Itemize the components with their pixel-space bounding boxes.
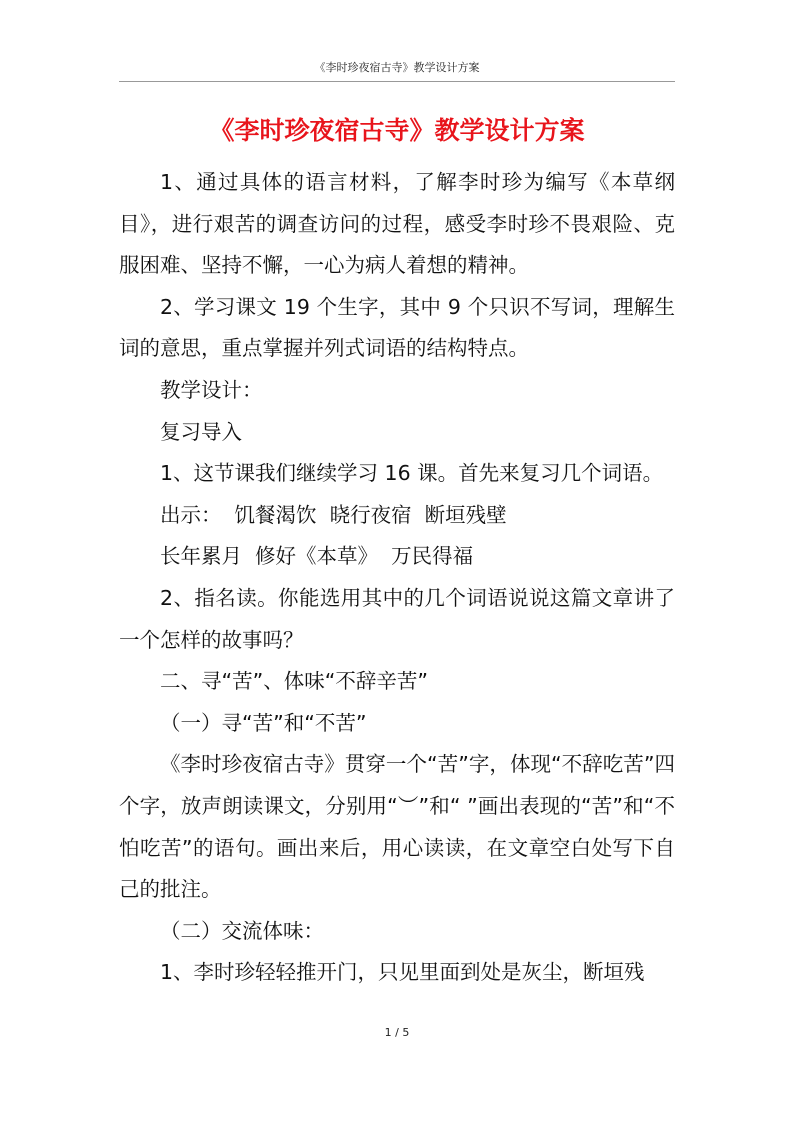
subsection-heading-2: （二）交流体味：	[160, 918, 324, 943]
document-title: 《李时珍夜宿古寺》教学设计方案	[209, 116, 585, 145]
discussion-paragraph-1: 1、李时珍轻轻推开门，只见里面到处是灰尘，断垣残	[160, 960, 645, 985]
section-heading-teaching-design: 教学设计：	[160, 377, 263, 402]
reading-task-paragraph: 《李时珍夜宿古寺》贯穿一个“苦”字，体现“不辞吃苦”四个字，放声朗读课文，分别用“︶”和“ ”画出表现的“苦”和“不怕吃苦”的语句。画出来后，用心读读，在文章空白处写下自己的批注。	[119, 752, 675, 902]
objective-paragraph-2: 2、学习课文 19 个生字，其中 9 个只识不写词，理解生词的意思，重点掌握并列式词语的结构特点。	[119, 294, 675, 361]
running-header: 《李时珍夜宿古寺》教学设计方案	[314, 61, 480, 74]
page-number: 1 / 5	[384, 1026, 410, 1039]
review-step-1: 1、这节课我们继续学习 16 课。首先来复习几个词语。	[160, 461, 664, 486]
subsection-heading-1: （一）寻“苦”和“不苦”	[160, 710, 367, 735]
review-step-2: 2、指名读。你能选用其中的几个词语说说这篇文章讲了一个怎样的故事吗？	[119, 585, 675, 652]
header-divider	[119, 81, 675, 82]
section-heading-review: 复习导入	[160, 419, 242, 444]
vocabulary-line-2: 长年累月 修好《本草》 万民得福	[160, 544, 474, 569]
objective-paragraph-1: 1、通过具体的语言材料，了解李时珍为编写《本草纲目》，进行艰苦的调查访问的过程，感受李时珍不畏艰险、克服困难、坚持不懈，一心为病人着想的精神。	[119, 170, 675, 278]
section-heading-find-hardship: 二、寻“苦”、体味“不辞辛苦”	[160, 669, 428, 694]
vocabulary-line-1: 出示： 饥餐渴饮 晓行夜宿 断垣残壁	[160, 502, 507, 527]
document-body	[119, 162, 675, 994]
